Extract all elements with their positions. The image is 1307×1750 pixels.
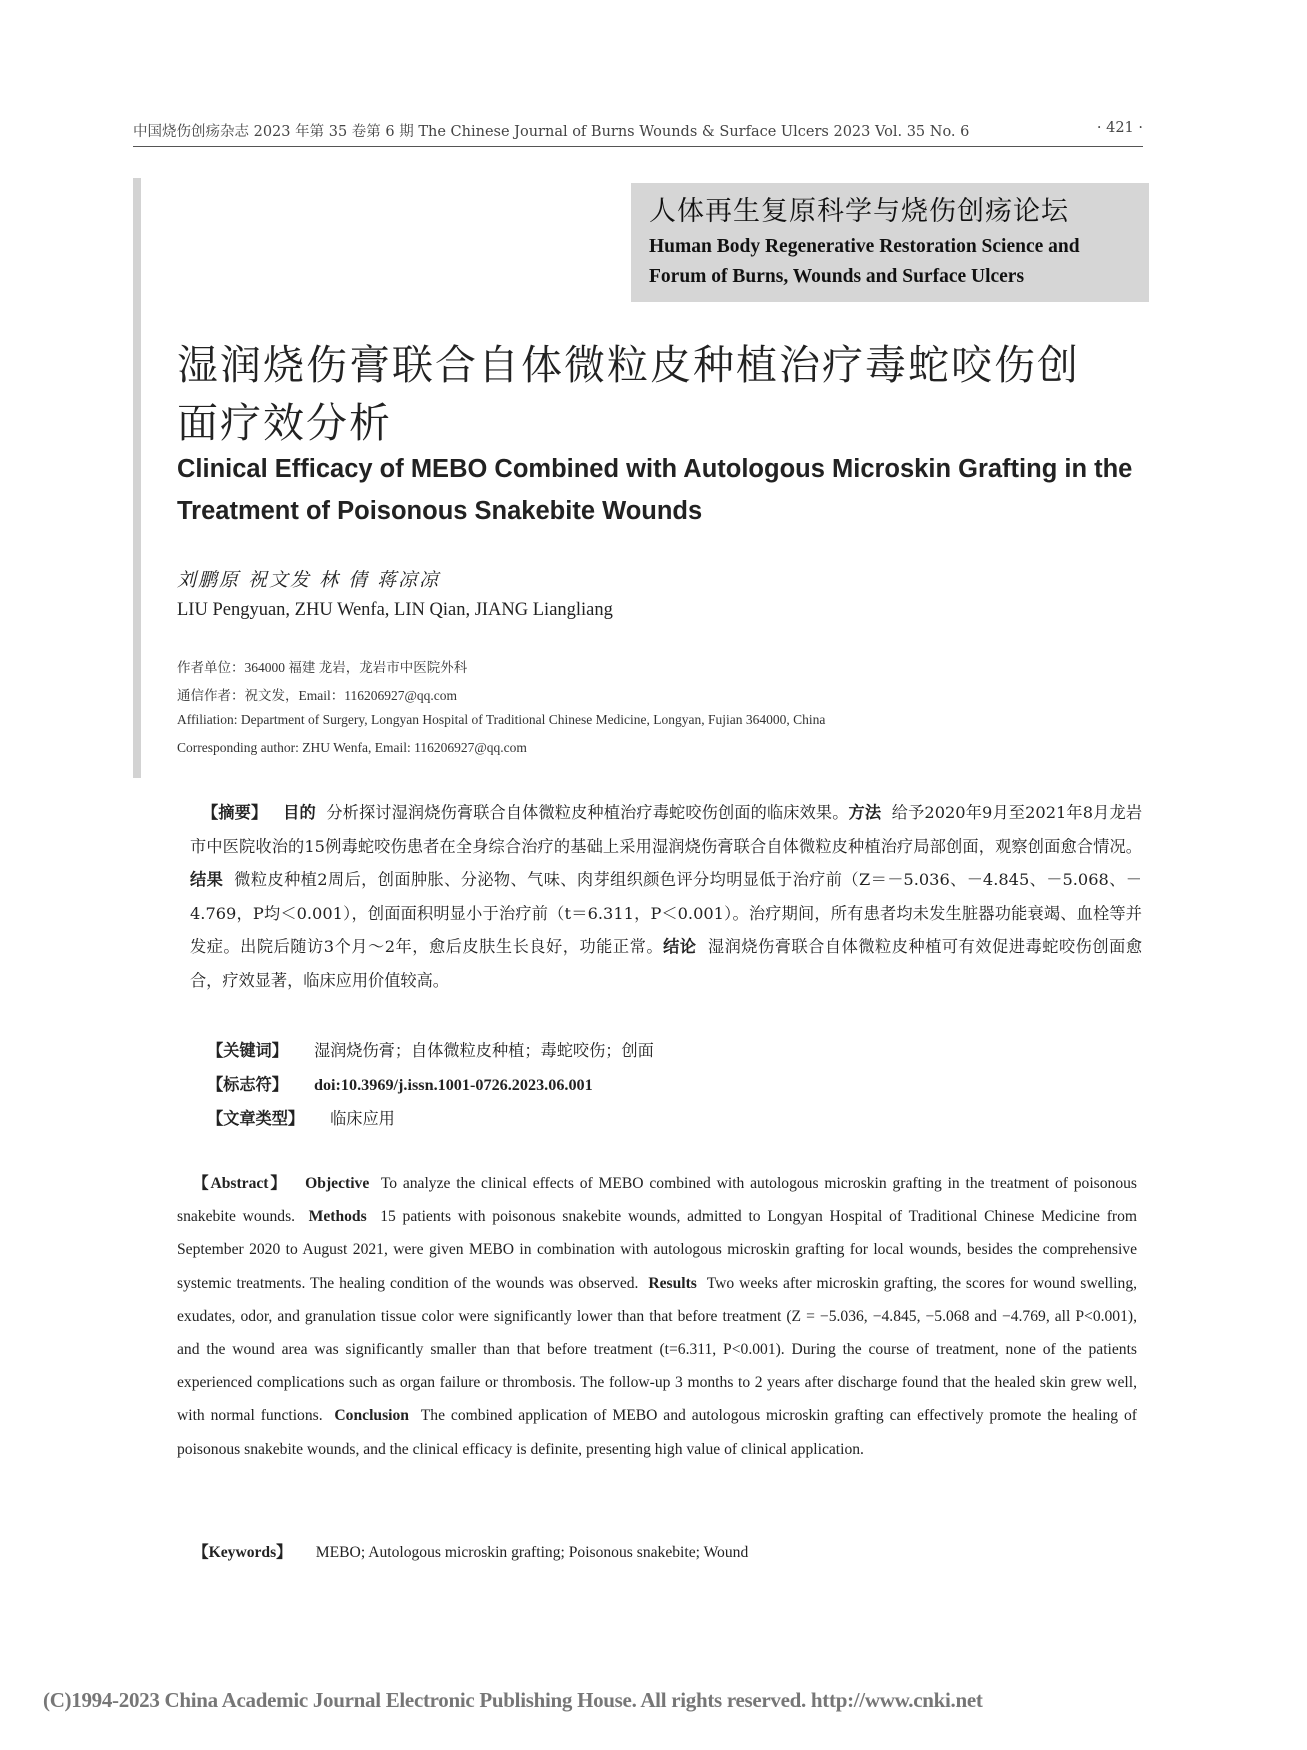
- abstract-cn-label: 【摘要】: [202, 803, 268, 822]
- corresponding-author-cn: 通信作者：祝文发，Email：116206927@qq.com: [177, 688, 458, 703]
- forum-title-en-line1: Human Body Regenerative Restoration Science and: [649, 236, 1080, 257]
- forum-title-en-line2: Forum of Burns, Wounds and Surface Ulcers: [649, 266, 1025, 287]
- header-rule: [133, 146, 1143, 147]
- keywords-cn-value: 湿润烧伤膏；自体微粒皮种植；毒蛇咬伤；创面: [313, 1041, 654, 1060]
- article-type-value: 临床应用: [330, 1109, 395, 1128]
- results-text-cn: 微粒皮种植2周后，创面肿胀、分泌物、气味、肉芽组织颜色评分均明显低于治疗前（Z＝－5.036、－4.845、－5.068、－4.769，P均＜0.001），创面面积明显小于治疗前（t＝6.311，P＜0.001）。治疗期间，所有患者均未发生脏器功能衰竭、血栓等并发症。出院后随访3个月～2年，愈后皮肤生长良好，功能正常。: [190, 870, 1142, 956]
- authors-cn: 刘鹏原 祝文发 林 倩 蒋凉凉: [177, 569, 441, 591]
- doi-value: doi:10.3969/j.issn.1001-0726.2023.06.001: [313, 1076, 593, 1094]
- objective-label-en: Objective: [305, 1175, 370, 1192]
- article-type-label: 【文章类型】: [207, 1109, 305, 1128]
- page-number: · 421 ·: [1096, 120, 1143, 136]
- methods-text-en: 15 patients with poisonous snakebite wounds, admitted to Longyan Hospital of Traditional Chinese Medicine from September 2020 to August 2021, were given MEBO in combination with autologous microskin grafting for local wounds, besides the comprehensive systemic treatments. The healing condition of the wounds was observed.: [177, 1208, 1138, 1292]
- objective-text-cn: 分析探讨湿润烧伤膏联合自体微粒皮种植治疗毒蛇咬伤创面的临床效果。: [326, 803, 849, 822]
- authors-en: LIU Pengyuan, ZHU Wenfa, LIN Qian, JIANG Liangliang: [177, 600, 613, 620]
- article-title-cn: 湿润烧伤膏联合自体微粒皮种植治疗毒蛇咬伤创面疗效分析: [177, 341, 1080, 447]
- keywords-en-value: MEBO; Autologous microskin grafting; Poisonous snakebite; Wound: [315, 1544, 749, 1561]
- conclusion-text-cn: 湿润烧伤膏联合自体微粒皮种植可有效促进毒蛇咬伤创面愈合，疗效显著，临床应用价值较高。: [190, 937, 1143, 990]
- abstract-cn: [190, 796, 1142, 997]
- article-title-en: Clinical Efficacy of MEBO Combined with Autologous Microskin Grafting in the Treatment of Poisonous Snakebite Wounds: [177, 455, 1133, 525]
- results-label-cn: 结果: [190, 870, 224, 889]
- identifier-line: [207, 1071, 593, 1095]
- methods-text-cn: 给予2020年9月至2021年8月龙岩市中医院收治的15例毒蛇咬伤患者在全身综合治疗的基础上采用湿润烧伤膏联合自体微粒皮种植治疗局部创面，观察创面愈合情况。: [190, 803, 1143, 856]
- left-accent-bar: [133, 178, 141, 778]
- keywords-cn: [207, 1037, 654, 1061]
- keywords-en-label: 【Keywords】: [193, 1544, 292, 1561]
- forum-banner: [631, 183, 1149, 302]
- forum-title-cn: 人体再生复原科学与烧伤创疡论坛: [649, 196, 1069, 227]
- objective-label-cn: 目的: [283, 803, 316, 822]
- conclusion-label-en: Conclusion: [334, 1407, 409, 1425]
- running-header: [133, 120, 1143, 144]
- results-text-en: Two weeks after microskin grafting, the scores for wound swelling, exudates, odor, and granulation tissue color were significantly lower than that before treatment (Z = −5.036, −4.845, −5.068 and −4.769, all P<0.001), and the wound area was significantly smaller than that before treatment (t=6.311, P<0.001). During the course of treatment, none of the patients experienced complications such as organ failure or thrombosis. The follow-up 3 months to 2 years after discharge found that the healed skin grew well, with normal functions.: [177, 1274, 1138, 1425]
- objective-text-en: To analyze the clinical effects of MEBO combined with autologous microskin grafting in the treatment of poisonous snakebite wounds.: [177, 1175, 1138, 1226]
- conclusion-label-cn: 结论: [663, 937, 697, 956]
- identifier-label: 【标志符】: [207, 1075, 288, 1094]
- corresponding-author-en: Corresponding author: ZHU Wenfa, Email: 116206927@qq.com: [177, 740, 527, 755]
- methods-label-en: Methods: [308, 1208, 367, 1226]
- keywords-en: [193, 1540, 748, 1562]
- copyright-footer: (C)1994-2023 China Academic Journal Electronic Publishing House. All rights reserved. http://www.cnki.net: [43, 1688, 983, 1712]
- affiliation-en: Affiliation: Department of Surgery, Longyan Hospital of Traditional Chinese Medicine, Longyan, Fujian 364000, China: [177, 712, 826, 727]
- journal-citation: 中国烧伤创疡杂志 2023 年第 35 卷第 6 期 The Chinese Journal of Burns Wounds & Surface Ulcers 2023 Vol. 35 No. 6: [133, 124, 970, 140]
- affiliation-cn: 作者单位：364000 福建 龙岩，龙岩市中医院外科: [177, 660, 468, 675]
- conclusion-text-en: The combined application of MEBO and autologous microskin grafting can effectively promote the healing of poisonous snakebite wounds, and the clinical efficacy is definite, presenting high value of clinical application.: [177, 1407, 1137, 1458]
- methods-label-cn: 方法: [848, 803, 882, 822]
- forum-title-en: [649, 232, 1131, 292]
- abstract-en: [177, 1167, 1137, 1466]
- results-label-en: Results: [648, 1274, 697, 1292]
- abstract-en-label: 【Abstract】: [193, 1175, 288, 1192]
- article-type-line: [207, 1105, 395, 1129]
- keywords-cn-label: 【关键词】: [207, 1041, 288, 1060]
